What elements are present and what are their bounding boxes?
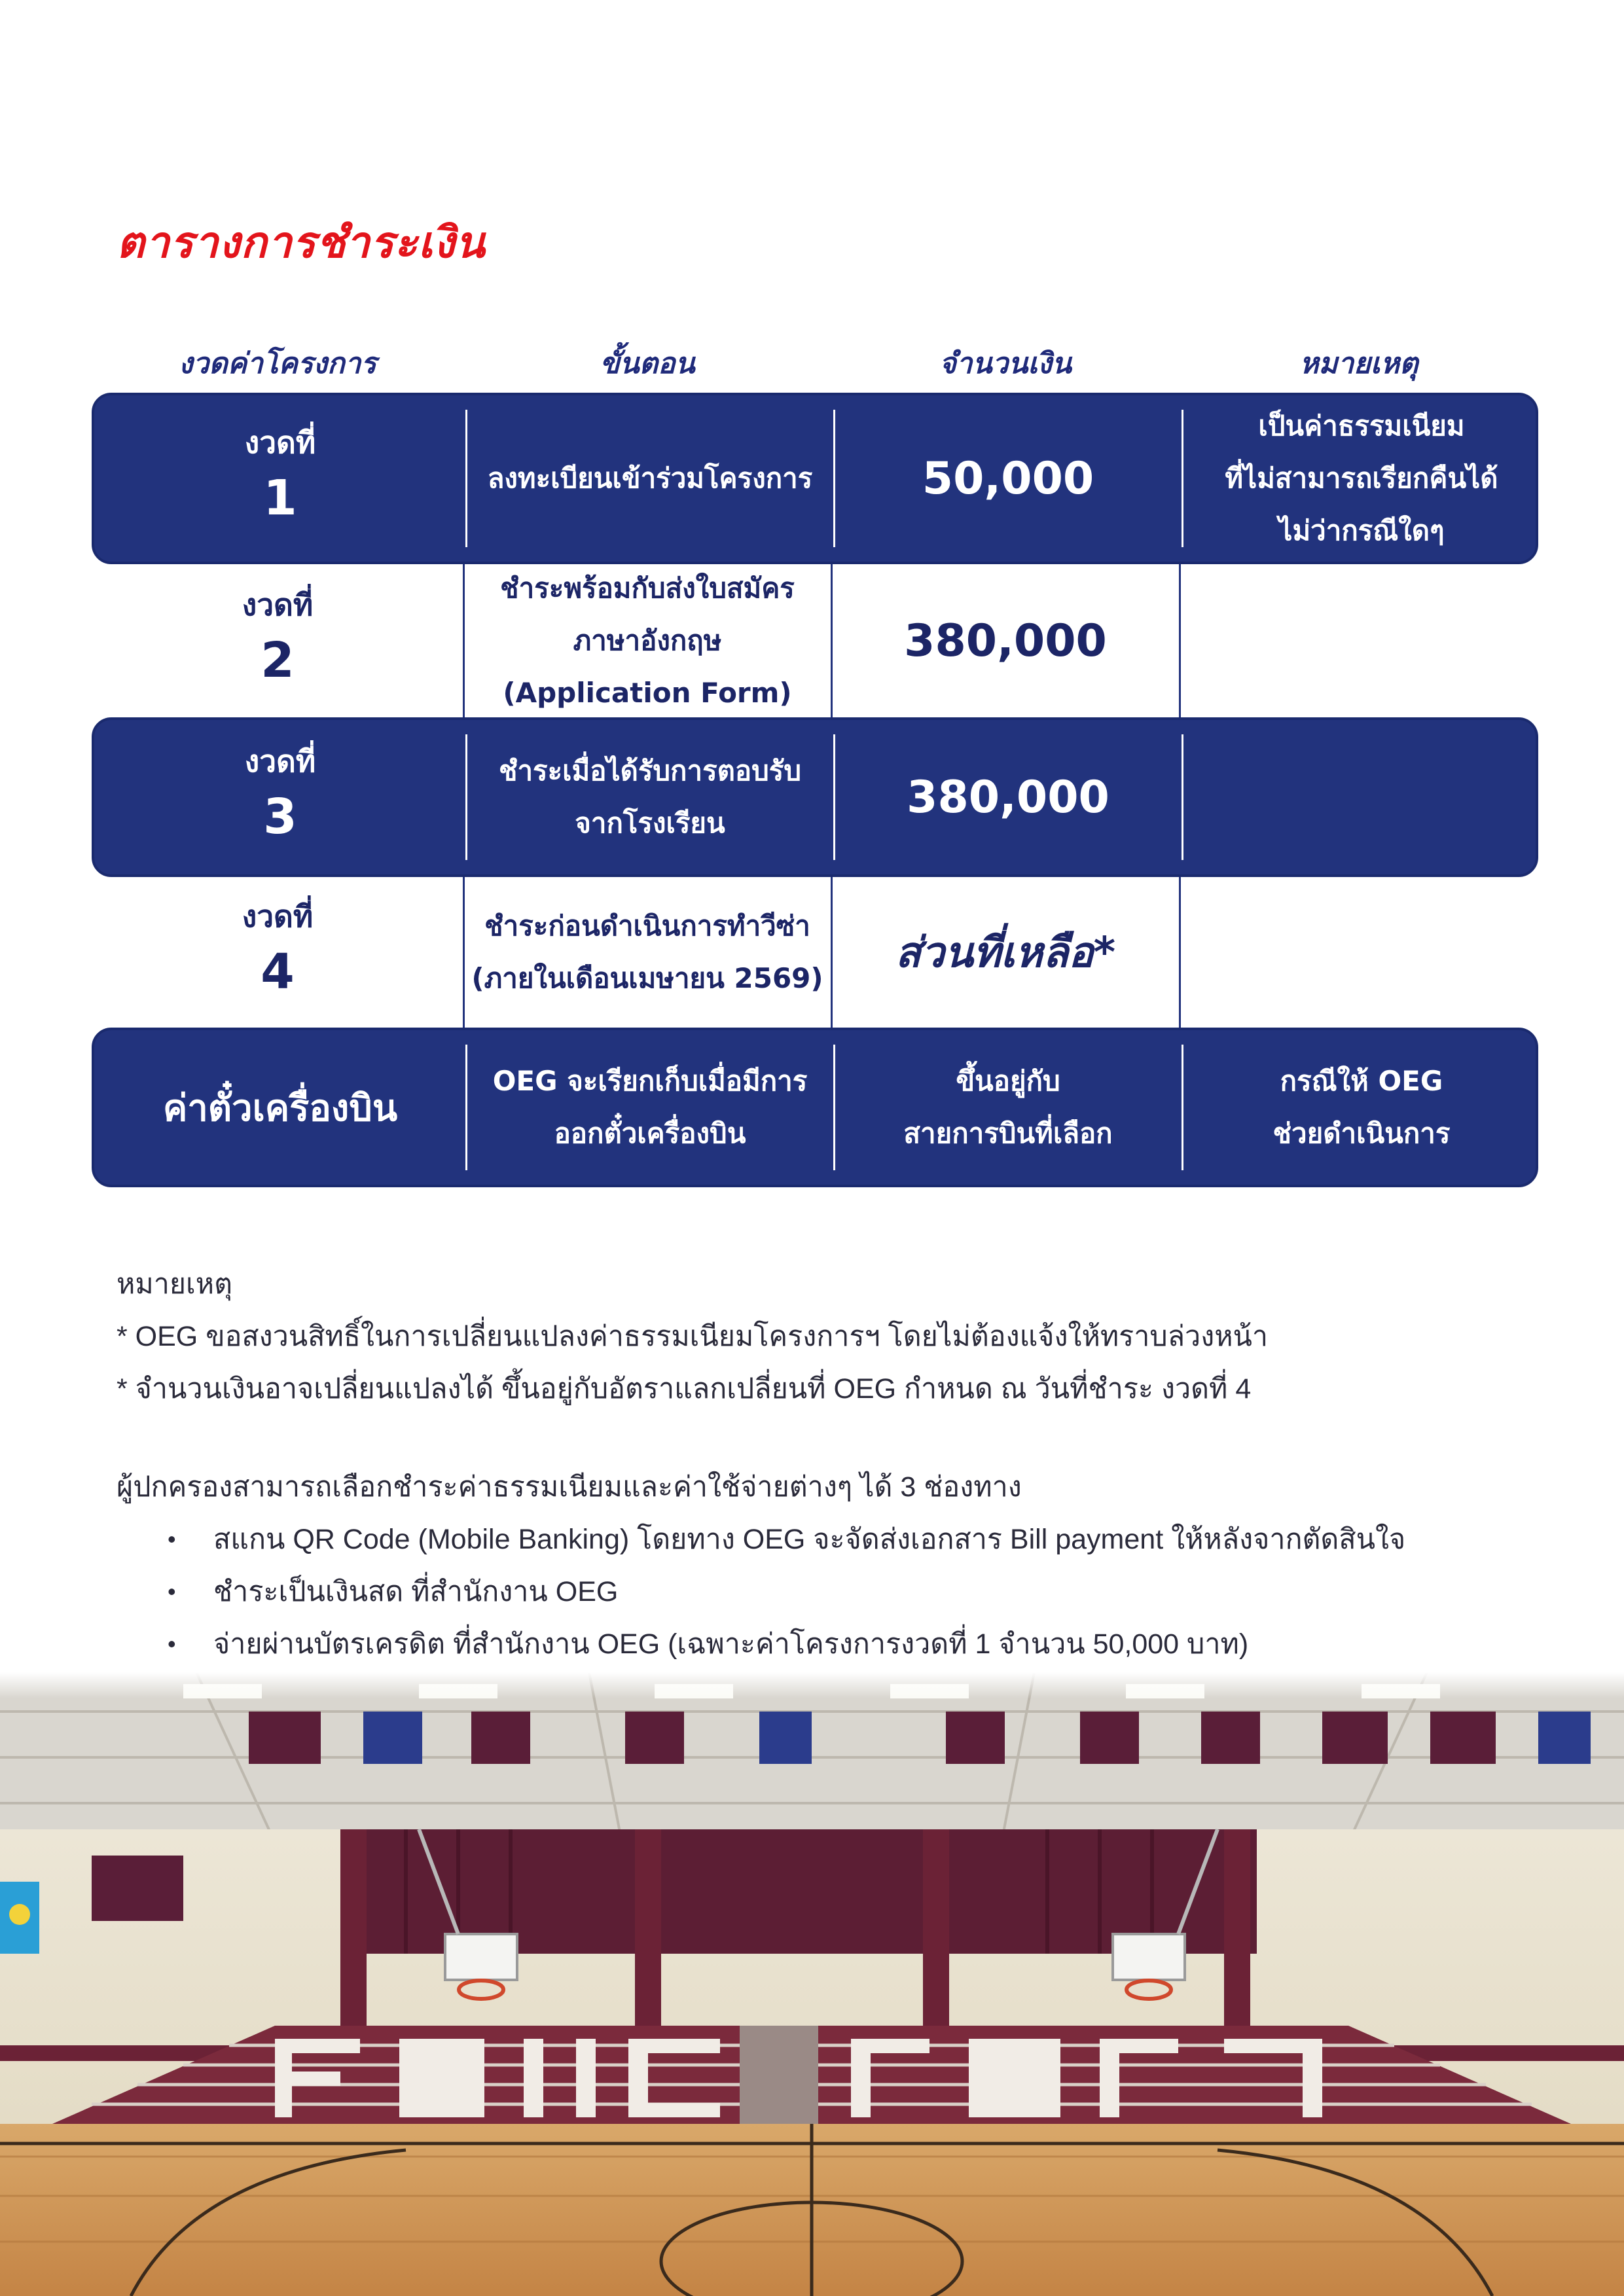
- note-line: ช่วยดำเนินการ: [1272, 1117, 1451, 1149]
- column-header-amount: จำนวนเงิน: [939, 347, 1072, 380]
- note-cell: [1182, 1030, 1541, 1185]
- note-line: ไม่ว่ากรณีใดๆ: [1278, 514, 1445, 547]
- amount-cell: [831, 877, 1180, 1028]
- bullet-icon: •: [168, 1526, 176, 1552]
- amount-value: 380,000: [904, 615, 1107, 667]
- gymnasium-illustration: [0, 1672, 1624, 2296]
- notes-heading: หมายเหตุ: [117, 1268, 232, 1300]
- note-cell: [1182, 720, 1541, 874]
- list-item: [117, 1618, 1557, 1670]
- note-cell: [1180, 877, 1538, 1028]
- installment-cell: [94, 720, 466, 874]
- step-line: ออกตั๋วเครื่องบิน: [554, 1117, 746, 1149]
- step-line: (Application Form): [503, 677, 792, 709]
- installment-label: งวดที่: [244, 744, 316, 779]
- step-line: ภาษาอังกฤษ: [573, 624, 722, 656]
- note-line: กรณีให้ OEG: [1280, 1065, 1443, 1097]
- amount-cell: [834, 395, 1182, 562]
- page-title: ตารางการชำระเงิน: [117, 217, 486, 268]
- step-cell: [466, 720, 834, 874]
- installment-label: งวดที่: [242, 899, 314, 934]
- amount-line: ขึ้นอยู่กับ: [956, 1065, 1060, 1097]
- amount-cell: [834, 720, 1182, 874]
- step-line: ชำระเมื่อได้รับการตอบรับ: [498, 755, 802, 787]
- bullet-icon: •: [168, 1630, 176, 1657]
- installment-cell: [94, 1030, 466, 1185]
- amount-cell: [834, 1030, 1182, 1185]
- installment-cell: [94, 395, 466, 562]
- note-line: เป็นค่าธรรมเนียม: [1258, 410, 1465, 442]
- installment-cell: [92, 564, 463, 717]
- installment-number: 2: [261, 632, 295, 689]
- table-row: [92, 717, 1538, 877]
- column-header-installment: งวดค่าโครงการ: [178, 347, 377, 380]
- step-line: OEG จะเรียกเก็บเมื่อมีการ: [492, 1065, 808, 1097]
- payment-channel-text: ชำระเป็นเงินสด ที่สำนักงาน OEG: [213, 1576, 619, 1607]
- installment-label: งวดที่: [242, 587, 314, 622]
- step-line: (ภายในเดือนเมษายน 2569): [471, 962, 823, 994]
- installment-cell: [92, 877, 463, 1028]
- payment-channel-text: จ่ายผ่านบัตรเครดิต ที่สำนักงาน OEG (เฉพาะค่าโครงการงวดที่ 1 จำนวน 50,000 บาท): [213, 1628, 1249, 1660]
- installment-number: 3: [263, 789, 297, 845]
- note-cell: [1180, 564, 1538, 717]
- amount-cell: [831, 564, 1180, 717]
- bullet-icon: •: [168, 1578, 176, 1605]
- payment-channels-intro: ผู้ปกครองสามารถเลือกชำระค่าธรรมเนียมและค่าใช้จ่ายต่างๆ ได้ 3 ช่องทาง: [117, 1471, 1022, 1503]
- installment-number: 1: [263, 470, 297, 526]
- step-cell: [463, 877, 831, 1028]
- step-cell: [463, 564, 831, 717]
- step-cell: [466, 1030, 834, 1185]
- list-item: [117, 1566, 1557, 1618]
- note-line: ที่ไม่สามารถเรียกคืนได้: [1225, 462, 1498, 494]
- installment-number: 4: [261, 944, 295, 1000]
- table-column-headers: [92, 340, 1538, 386]
- column-header-note: หมายเหตุ: [1299, 347, 1418, 380]
- amount-value: 50,000: [922, 452, 1094, 505]
- step-cell: [466, 395, 834, 562]
- gymnasium-photo: [0, 1672, 1624, 2296]
- amount-value: ส่วนที่เหลือ*: [895, 929, 1116, 977]
- list-item: [117, 1513, 1557, 1566]
- payment-channel-text: สแกน QR Code (Mobile Banking) โดยทาง OEG จะจัดส่งเอกสาร Bill payment ให้หลังจากตัดสินใจ: [213, 1524, 1406, 1555]
- table-row: [92, 564, 1538, 717]
- payment-channels-section: [117, 1461, 1557, 1670]
- table-row-airfare: [92, 1028, 1538, 1187]
- amount-value: 380,000: [907, 771, 1110, 823]
- step-line: ชำระพร้อมกับส่งใบสมัคร: [500, 572, 795, 604]
- note-cell: [1182, 395, 1541, 562]
- amount-line: สายการบินที่เลือก: [903, 1117, 1113, 1149]
- note-item: * จำนวนเงินอาจเปลี่ยนแปลงได้ ขึ้นอยู่กับอัตราแลกเปลี่ยนที่ OEG กำหนด ณ วันที่ชำระ งวดที่ 4: [117, 1373, 1252, 1405]
- table-row: [92, 393, 1538, 564]
- step-line: ชำระก่อนดำเนินการทำวีซ่า: [484, 910, 810, 942]
- installment-label: งวดที่: [244, 425, 316, 460]
- note-item: * OEG ขอสงวนสิทธิ์ในการเปลี่ยนแปลงค่าธรรมเนียมโครงการฯ โดยไม่ต้องแจ้งให้ทราบล่วงหน้า: [117, 1321, 1269, 1352]
- notes-section: [117, 1258, 1524, 1415]
- column-header-step: ขั้นตอน: [600, 347, 695, 380]
- step-line: ลงทะเบียนเข้าร่วมโครงการ: [487, 462, 813, 494]
- table-row: [92, 877, 1538, 1028]
- step-line: จากโรงเรียน: [575, 807, 725, 839]
- airfare-label: ค่าตั๋วเครื่องบิน: [162, 1086, 398, 1130]
